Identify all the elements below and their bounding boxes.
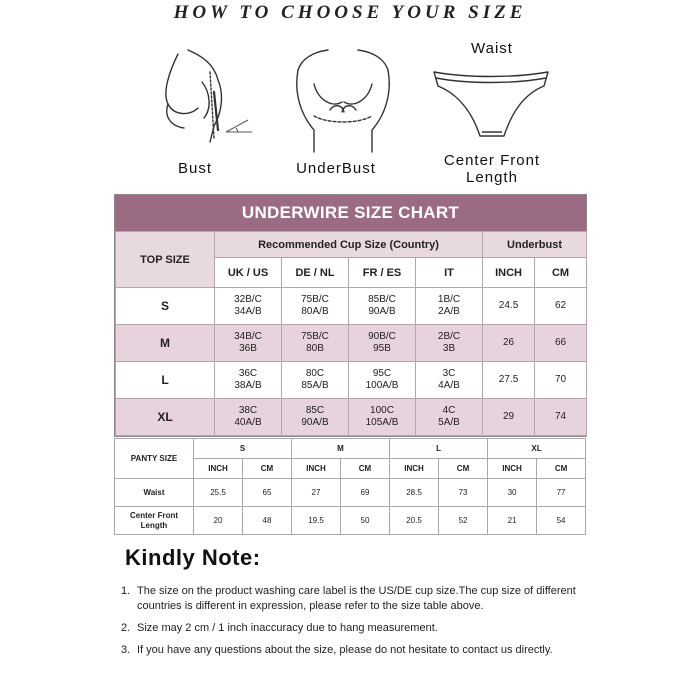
panty-size-l: L xyxy=(390,439,488,459)
cup-cell: 100C 105A/B xyxy=(349,399,416,436)
waist-row-label: Waist xyxy=(115,479,194,507)
cm-cell: 74 xyxy=(535,399,587,436)
cup-cell: 38C 40A/B xyxy=(215,399,282,436)
value-cell: 50 xyxy=(341,507,390,535)
unit-header: CM xyxy=(535,258,587,288)
panty-size-m: M xyxy=(292,439,390,459)
cm-cell: 70 xyxy=(535,362,587,399)
size-cell: XL xyxy=(116,399,215,436)
note-number: 1. xyxy=(121,585,131,597)
size-cell: M xyxy=(116,325,215,362)
note-number: 2. xyxy=(121,622,131,634)
cup-cell: 2B/C 3B xyxy=(416,325,483,362)
center-front-label-line1: Center Front xyxy=(443,152,541,169)
underbust-measure-illustration xyxy=(284,40,404,155)
note-number: 3. xyxy=(121,644,131,656)
cup-cell: 95C 100A/B xyxy=(349,362,416,399)
value-cell: 48 xyxy=(243,507,292,535)
value-cell: 65 xyxy=(243,479,292,507)
length-row-label: Center Front Length xyxy=(115,507,194,535)
country-header: FR / ES xyxy=(349,258,416,288)
value-cell: 27 xyxy=(292,479,341,507)
list-item xyxy=(121,643,591,658)
cup-cell: 85C 90A/B xyxy=(282,399,349,436)
country-header: UK / US xyxy=(215,258,282,288)
cup-cell: 34B/C 36B xyxy=(215,325,282,362)
table-row xyxy=(116,288,587,325)
size-cell: S xyxy=(116,288,215,325)
inch-cell: 29 xyxy=(483,399,535,436)
note-text: If you have any questions about the size, please do not hesitate to contact us directly. xyxy=(137,644,553,656)
cm-cell: 62 xyxy=(535,288,587,325)
notes-list xyxy=(121,584,591,665)
panty-table xyxy=(114,438,586,535)
unit-header: CM xyxy=(243,459,292,479)
cup-cell: 4C 5A/B xyxy=(416,399,483,436)
value-cell: 20 xyxy=(194,507,243,535)
unit-header: INCH xyxy=(292,459,341,479)
center-front-label xyxy=(430,152,554,186)
cup-cell: 90B/C 95B xyxy=(349,325,416,362)
value-cell: 69 xyxy=(341,479,390,507)
table-row xyxy=(116,325,587,362)
bust-label: Bust xyxy=(177,160,212,177)
top-size-header: TOP SIZE xyxy=(116,232,215,288)
cup-cell: 80C 85A/B xyxy=(282,362,349,399)
inch-cell: 26 xyxy=(483,325,535,362)
unit-header: CM xyxy=(537,459,586,479)
underwire-table xyxy=(115,231,587,436)
value-cell: 20.5 xyxy=(390,507,439,535)
underwire-size-chart xyxy=(114,194,587,437)
waist-label: Waist xyxy=(471,40,513,57)
note-title: Kindly Note: xyxy=(125,545,261,570)
size-cell: L xyxy=(116,362,215,399)
cup-cell: 32B/C 34A/B xyxy=(215,288,282,325)
value-cell: 77 xyxy=(537,479,586,507)
table-row xyxy=(115,507,586,535)
cup-cell: 36C 38A/B xyxy=(215,362,282,399)
value-cell: 52 xyxy=(439,507,488,535)
unit-header: CM xyxy=(341,459,390,479)
country-header: IT xyxy=(416,258,483,288)
cup-cell: 3C 4A/B xyxy=(416,362,483,399)
table-row xyxy=(116,399,587,436)
panty-size-s: S xyxy=(194,439,292,459)
value-cell: 54 xyxy=(537,507,586,535)
panty-size-xl: XL xyxy=(488,439,586,459)
country-header: DE / NL xyxy=(282,258,349,288)
value-cell: 21 xyxy=(488,507,537,535)
underbust-label: UnderBust xyxy=(296,160,376,177)
unit-header: INCH xyxy=(488,459,537,479)
unit-header: INCH xyxy=(194,459,243,479)
underwire-chart-title: UNDERWIRE SIZE CHART xyxy=(115,195,586,231)
value-cell: 28.5 xyxy=(390,479,439,507)
value-cell: 25.5 xyxy=(194,479,243,507)
table-row xyxy=(115,479,586,507)
bust-measure-illustration xyxy=(140,42,260,152)
value-cell: 73 xyxy=(439,479,488,507)
cm-cell: 66 xyxy=(535,325,587,362)
cup-size-header: Recommended Cup Size (Country) xyxy=(215,232,483,258)
unit-header: CM xyxy=(439,459,488,479)
cup-cell: 1B/C 2A/B xyxy=(416,288,483,325)
panty-size-chart xyxy=(114,438,585,535)
panty-illustration xyxy=(428,60,554,148)
table-row xyxy=(116,362,587,399)
note-text: The size on the product washing care label is the US/DE cup size.The cup size of different countries is different in expression, please refer to the size table above. xyxy=(137,585,576,612)
cup-cell: 75B/C 80A/B xyxy=(282,288,349,325)
underbust-header: Underbust xyxy=(483,232,587,258)
cup-cell: 75B/C 80B xyxy=(282,325,349,362)
unit-header: INCH xyxy=(483,258,535,288)
value-cell: 19.5 xyxy=(292,507,341,535)
list-item xyxy=(121,584,591,614)
value-cell: 30 xyxy=(488,479,537,507)
unit-header: INCH xyxy=(390,459,439,479)
inch-cell: 27.5 xyxy=(483,362,535,399)
inch-cell: 24.5 xyxy=(483,288,535,325)
note-text: Size may 2 cm / 1 inch inaccuracy due to hang measurement. xyxy=(137,622,438,634)
list-item xyxy=(121,621,591,636)
center-front-label-line2: Length xyxy=(466,169,518,186)
page-heading: HOW TO CHOOSE YOUR SIZE xyxy=(173,2,527,23)
cup-cell: 85B/C 90A/B xyxy=(349,288,416,325)
panty-size-header: PANTY SIZE xyxy=(115,439,194,479)
